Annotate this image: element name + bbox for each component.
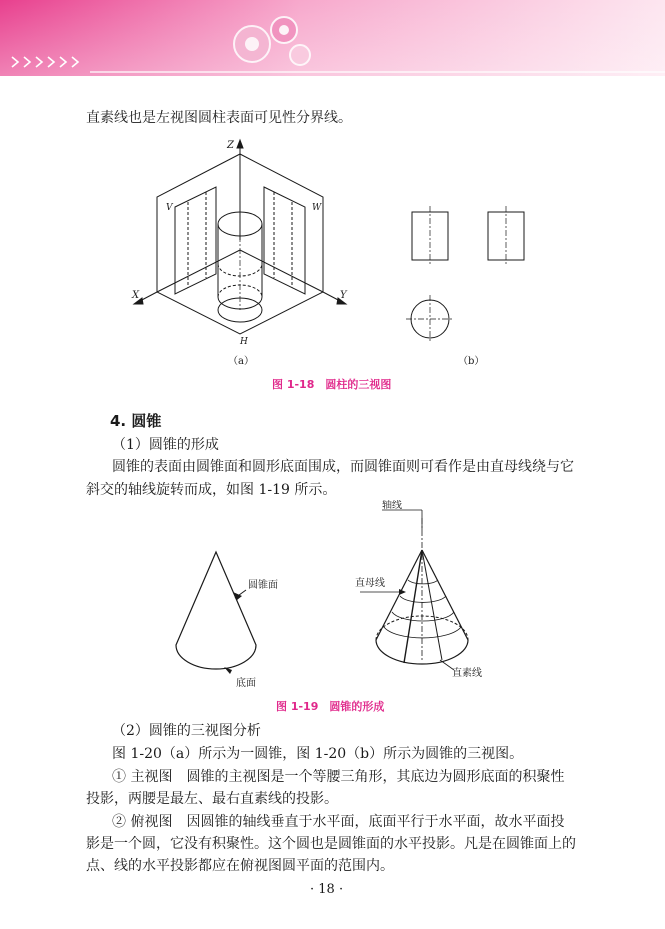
page-header-banner bbox=[0, 0, 665, 80]
body-line: ① 主视图 圆锥的主视图是一个等腰三角形，其底边为圆形底面的积聚性 bbox=[112, 769, 565, 785]
cone-surface-label: 圆锥面 bbox=[248, 580, 278, 591]
figure-1-19 bbox=[160, 500, 520, 695]
axis-label: 轴线 bbox=[382, 500, 402, 511]
axis-x-label: X bbox=[132, 290, 140, 301]
axis-y-label: Y bbox=[340, 290, 347, 301]
section-heading: 4. 圆锥 bbox=[110, 412, 162, 430]
figure-1-18-caption: 图 1-18 圆柱的三视图 bbox=[272, 378, 392, 391]
body-line: 点、线的水平投影都应在俯视图圆平面的范围内。 bbox=[86, 858, 394, 874]
body-line: 直素线也是左视图圆柱表面可见性分界线。 bbox=[86, 110, 352, 126]
page-number: · 18 · bbox=[310, 882, 344, 897]
body-line: ② 俯视图 因圆锥的轴线垂直于水平面，底面平行于水平面，故水平面投 bbox=[112, 814, 565, 830]
figure-18-label-a: （a） bbox=[228, 356, 254, 367]
body-line: 图 1-20（a）所示为一圆锥，图 1-20（b）所示为圆锥的三视图。 bbox=[112, 746, 524, 762]
figure-1-19-caption: 图 1-19 圆锥的形成 bbox=[276, 700, 385, 713]
generatrix-label: 直母线 bbox=[355, 578, 385, 589]
base-label: 底面 bbox=[236, 678, 256, 689]
body-line: 圆锥的表面由圆锥面和圆形底面围成，而圆锥面则可看作是由直母线绕与它 bbox=[112, 459, 574, 475]
body-line: 影是一个圆，它没有积聚性。这个圆也是圆锥面的水平投影。凡是在圆锥面上的 bbox=[86, 836, 576, 852]
axis-z-label: Z bbox=[227, 140, 234, 151]
subsection-1: （1）圆锥的形成 bbox=[112, 437, 219, 453]
body-line: 斜交的轴线旋转而成，如图 1-19 所示。 bbox=[86, 482, 337, 498]
header-decoration bbox=[0, 0, 665, 80]
figure-18-label-b: （b） bbox=[458, 356, 485, 367]
plane-h-label: H bbox=[240, 337, 248, 347]
subsection-2: （2）圆锥的三视图分析 bbox=[112, 723, 261, 739]
element-line-label: 直素线 bbox=[452, 668, 482, 679]
body-line: 投影，两腰是最左、最右直素线的投影。 bbox=[86, 791, 338, 807]
plane-w-label: W bbox=[312, 203, 322, 213]
plane-v-label: V bbox=[166, 203, 173, 213]
figure-1-18 bbox=[130, 132, 550, 372]
